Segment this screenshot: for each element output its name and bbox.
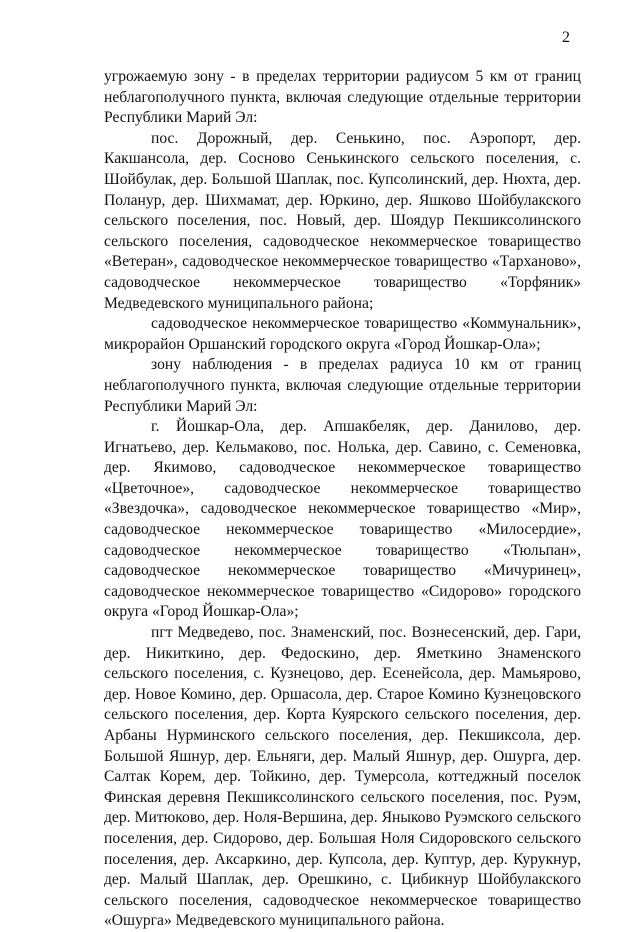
paragraph-threatened-zone: угрожаемую зону - в пределах территории радиусом 5 км от границ неблагополучного пункта, включая следующие отдельные территории Республики Марий Эл: — [104, 68, 581, 127]
paragraph-observation-zone: зону наблюдения - в пределах радиуса 10 км от границ неблагополучного пункта, включая следующие отдельные территории Республики Марий Эл: — [104, 356, 581, 415]
paragraph-threatened-zone-city: садоводческое некоммерческое товарищество «Коммунальник», микрорайон Оршанский городского округа «Город Йошкар-Ола»; — [104, 315, 581, 353]
paragraph-observation-zone-city: г. Йошкар-Ола, дер. Апшакбеляк, дер. Данилово, дер. Игнатьево, дер. Кельмаково, пос. Нолька, дер. Савино, с. Семеновка, дер. Якимово, садоводческое некоммерческое товарищество «Цветочное», садоводческое некоммерческое товарищество «Звездочка», садоводческое некоммерческое товарищество «Мир», садоводческое некоммерческое товарищество «Милосердие», садоводческое некоммерческое товарищество «Тюльпан», садоводческое некоммерческое товарищество «Мичуринец», садоводческое некоммерческое товарищество «Сидорово» городского округа «Город Йошкар-Ола»; — [104, 418, 581, 621]
paragraph-observation-zone-district: пгт Медведево, пос. Знаменский, пос. Вознесенский, дер. Гари, дер. Никиткино, дер. Федоскино, дер. Яметкино Знаменского сельского поселения, с. Кузнецово, дер. Есенейсола, дер. Мамьярово, дер. Новое Комино, дер. Оршасола, дер. Старое Комино Кузнецовского сельского поселения, дер. Корта Куярского сельского поселения, дер. Арбаны Нурминского сельского поселения, дер. Пекшиксола, дер. Большой Яшнур, дер. Ельняги, дер. Малый Яшнур, дер. Ошурга, дер. Салтак Корем, дер. Тойкино, дер. Тумерсола, коттеджный поселок Финская деревня Пекшиксолинского сельского поселения, пос. Руэм, дер. Митюково, дер. Ноля-Вершина, дер. Яныково Руэмского сельского поселения, дер. Сидорово, дер. Большая Ноля Сидоровского сельского поселения, дер. Аксаркино, дер. Купсола, дер. Куптур, дер. Курукнур, дер. Малый Шаплак, дер. Орешкино, с. Цибикнур Шойбулакского сельского поселения, садоводческое некоммерческое товарищество «Ошурга» Медведевского муниципального района. — [104, 624, 581, 930]
page-number: 2 — [562, 29, 570, 46]
document-body — [104, 67, 581, 932]
paragraph-threatened-zone-settlements: пос. Дорожный, дер. Сенькино, пос. Аэропорт, дер. Какшансола, дер. Сосново Сенькинского сельского поселения, с. Шойбулак, дер. Большой Шаплак, пос. Купсолинский, дер. Нюхта, дер. Поланур, дер. Шихмамат, дер. Юркино, дер. Яшково Шойбулакского сельского поселения, пос. Новый, дер. Шоядур Пекшиксолинского сельского поселения, садоводческое некоммерческое товарищество «Ветеран», садоводческое некоммерческое товарищество «Тарханово», садоводческое некоммерческое товарищество «Торфяник» Медведевского муниципального района; — [104, 129, 581, 312]
